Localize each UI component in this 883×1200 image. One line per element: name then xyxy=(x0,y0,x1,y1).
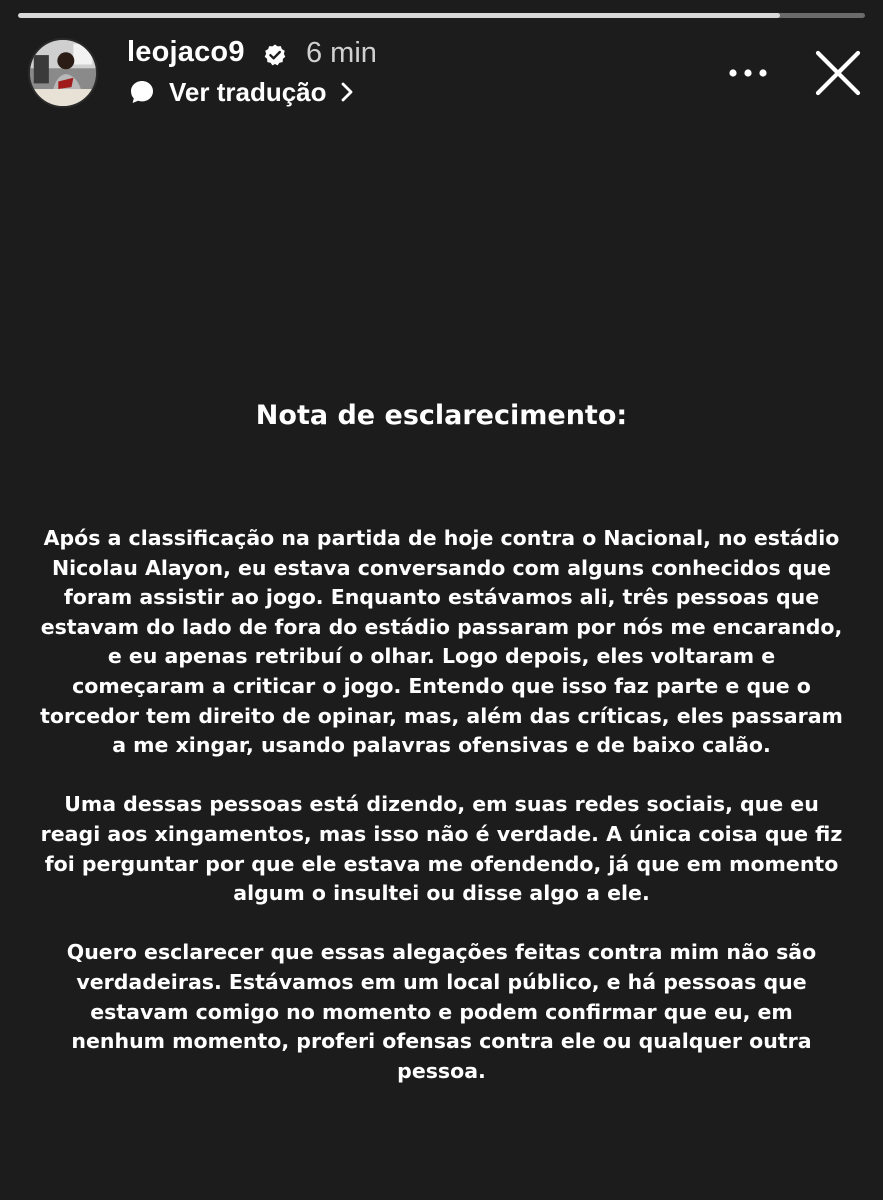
more-horizontal-icon[interactable] xyxy=(725,60,771,86)
story-paragraph: Uma dessas pessoas está dizendo, em suas redes sociais, que eu reagi aos xingamentos, mas isso não é verdade. A única coisa que fiz foi perguntar por que ele estava me ofendendo, já que em momento algum o insultei ou disse algo a ele. xyxy=(40,792,843,906)
story-paragraph: Quero esclarecer que essas alegações feitas contra mim não são verdadeiras. Estávamos em um local público, e há pessoas que estavam comigo no momento e podem confirmar que eu, em nenhum momento, proferi ofensas contra ele ou qualquer outra pessoa. xyxy=(66,940,817,1083)
see-translation-button[interactable] xyxy=(128,75,355,109)
close-icon[interactable] xyxy=(814,49,862,97)
verified-badge-icon xyxy=(263,43,287,67)
avatar[interactable] xyxy=(28,38,98,108)
story-title: Nota de esclarecimento: xyxy=(255,400,628,431)
username[interactable]: leojaco9 xyxy=(127,36,245,68)
story-timestamp: 6 min xyxy=(306,37,377,69)
speech-bubble-icon xyxy=(128,78,156,106)
story-progress-fill xyxy=(18,13,780,18)
see-translation-label: Ver tradução xyxy=(169,76,327,107)
story-progress-bar xyxy=(18,13,865,18)
avatar-image xyxy=(30,40,96,106)
story-paragraph: Após a classificação na partida de hoje contra o Nacional, no estádio Nicolau Alayon, eu estava conversando com alguns conhecidos que foram assistir ao jogo. Enquanto estávamos ali, três pessoas que estavam do lado de fora do estádio passaram por nós me encarando, e eu apenas retribuí o olhar. Logo depois, eles voltaram e começaram a criticar o jogo. Entendo que isso faz parte e que o torcedor tem direito de opinar, mas, além das críticas, eles passaram a me xingar, usando palavras ofensivas e de baixo calão. xyxy=(40,526,843,758)
story-body xyxy=(40,524,843,1086)
chevron-right-icon xyxy=(339,81,355,103)
